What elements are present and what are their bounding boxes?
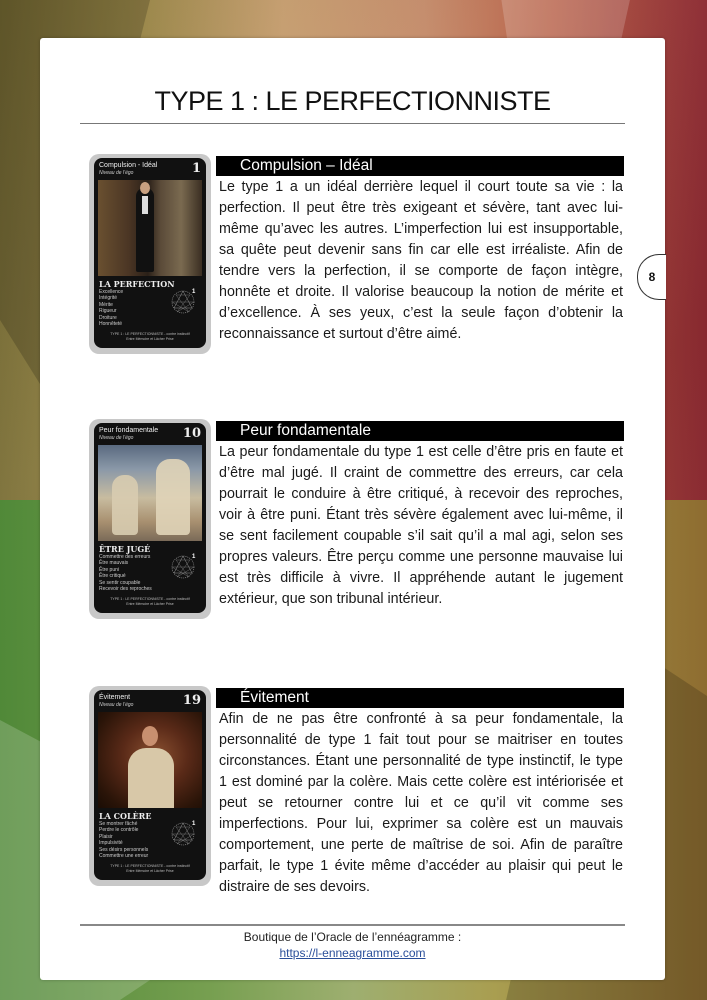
card-trait: Se montrer fâché [99,821,138,827]
page-number: 8 [648,270,656,284]
card-number: 10 [182,426,201,441]
card-level: Niveau de l’égo [99,435,134,441]
page-title: TYPE 1 : LE PERFECTIONNISTE [154,86,551,116]
card-trait: Excellence [99,289,124,295]
card-title: LA PERFECTION [99,279,175,289]
card-category: Évitement [99,694,131,701]
card-category: Peur fondamentale [99,427,159,434]
card-number: 19 [182,693,201,708]
card-traits [99,554,152,592]
card-illustration-gentleman [98,180,202,276]
footer-link-container [40,946,665,960]
card-trait: Recevoir des reproches [99,586,152,593]
section-heading-bar: Évitement [216,688,624,708]
card-footer-line: Entre Mémoire et Lâcher Prise [126,602,174,606]
card-level: Niveau de l’égo [99,170,134,176]
oracle-card [89,419,211,619]
card-traits [99,289,123,327]
footer-divider [80,924,625,926]
card-footer-line: Entre Mémoire et Lâcher Prise [126,869,174,873]
section-body-text: Le type 1 a un idéal derrière lequel il court toute sa vie : la perfection. Il peut être très exigeant et sévère, tant avec lui-même qu’avec les autres. L’imperfection lui est insupportable, sa quête peut devenir sans fin car elle est irréaliste. Afin de tendre vers la perfection, il se comporte de façon intègre, honnête et droite. Il valorise beaucoup la notion de mérite et d’excellence. À ses yeux, c’est la seule façon d’obtenir la reconnaissance et surtout d’être aimé. [219,179,623,342]
card-illustration-angry-woman [98,712,202,808]
card-footer [98,864,202,874]
section-body-text: Afin de ne pas être confronté à sa peur fondamentale, la personnalité de type 1 fait tout pour se maitriser en toutes circonstances. Étant une personnalité de type instinctif, le type 1 est dominé par la colère. Mais cette colère est intériorisée et peut se retourner contre lui et ce qu’il vit comme ses imperfections. Pour lui, exprimer sa colère est un mauvais comportement, une perte de maîtrise de soi. Afin de paraître parfait, le type 1 évite même d’accéder au plaisir qui peut le distraire de ses devoirs. [219,711,623,895]
card-trait: Être puni [99,566,120,573]
card-trait: Commettre des erreurs [99,554,151,560]
figure-dress [128,748,174,808]
figure-shirt [142,196,148,214]
card-trait: Droiture [99,314,117,321]
card-trait: Mérite [99,301,113,308]
card-footer-line: Entre Mémoire et Lâcher Prise [126,337,174,341]
figure-left [112,475,138,535]
footer-caption: Boutique de l’Oracle de l’ennéagramme : [243,930,462,944]
enneagram-icon [168,551,198,581]
figure-face [142,726,158,746]
enneagram-icon [168,818,198,848]
section-body-text: La peur fondamentale du type 1 est celle d’être pris en faute et d’être mal jugé. Il craint de commettre des erreurs, car cela pourrait le conduire à être critiqué, à recevoir des reproches, voir à être puni. Étant très sévère également avec lui-même, il se sent facilement coupable s’il sait qu’il a mal agi, selon ses propres valeurs. Être perçu comme une personne mauvaise lui est très difficile à vivre. Il appréhende autant le jugement extérieur, que son tribunal intérieur. [219,444,623,607]
card-traits [99,821,148,859]
card-trait: Impulsivité [99,840,123,847]
oracle-card [89,154,211,354]
card-trait: Perdre le contrôle [99,827,139,834]
card-trait: Être mauvais [99,560,129,567]
page-number-badge [637,254,666,300]
card-illustration-judgement [98,445,202,541]
card-level: Niveau de l’égo [99,702,134,708]
svg-text:1: 1 [192,554,196,560]
figure-head [140,182,150,194]
oracle-card [89,686,211,886]
card-category: Compulsion - Idéal [99,162,158,169]
card-trait: Commettre une erreur [99,853,149,860]
card-face [94,690,206,880]
card-footer [98,332,202,342]
card-trait: Se sentir coupable [99,579,141,586]
card-face [94,158,206,348]
card-trait: Honnêteté [99,321,123,328]
section-heading-bar: Peur fondamentale [216,421,624,441]
card-footer [98,597,202,607]
section-heading-bar: Compulsion – Idéal [216,156,624,176]
shop-link[interactable]: https://l-enneagramme.com [279,946,426,960]
card-trait: Intégrité [99,295,118,302]
card-title: LA COLÈRE [99,811,152,821]
card-footer-line: TYPE 1 : LE PERFECTIONNISTE - contre instinctif [110,597,190,601]
card-trait: Rigueur [99,308,117,315]
svg-text:1: 1 [192,821,196,827]
enneagram-icon [168,286,198,316]
card-footer-line: TYPE 1 : LE PERFECTIONNISTE - contre instinctif [110,332,190,336]
card-title: ÊTRE JUGÉ [99,544,151,554]
card-number: 1 [191,161,201,176]
card-footer-line: TYPE 1 : LE PERFECTIONNISTE - contre instinctif [110,864,190,868]
svg-text:1: 1 [192,289,196,295]
card-face [94,423,206,613]
card-trait: Ses désirs personnels [99,846,149,853]
title-divider [80,123,625,124]
figure-right [156,459,190,535]
card-trait: Plaisir [99,833,113,840]
card-trait: Être critiqué [99,573,126,580]
document-page [40,38,665,980]
